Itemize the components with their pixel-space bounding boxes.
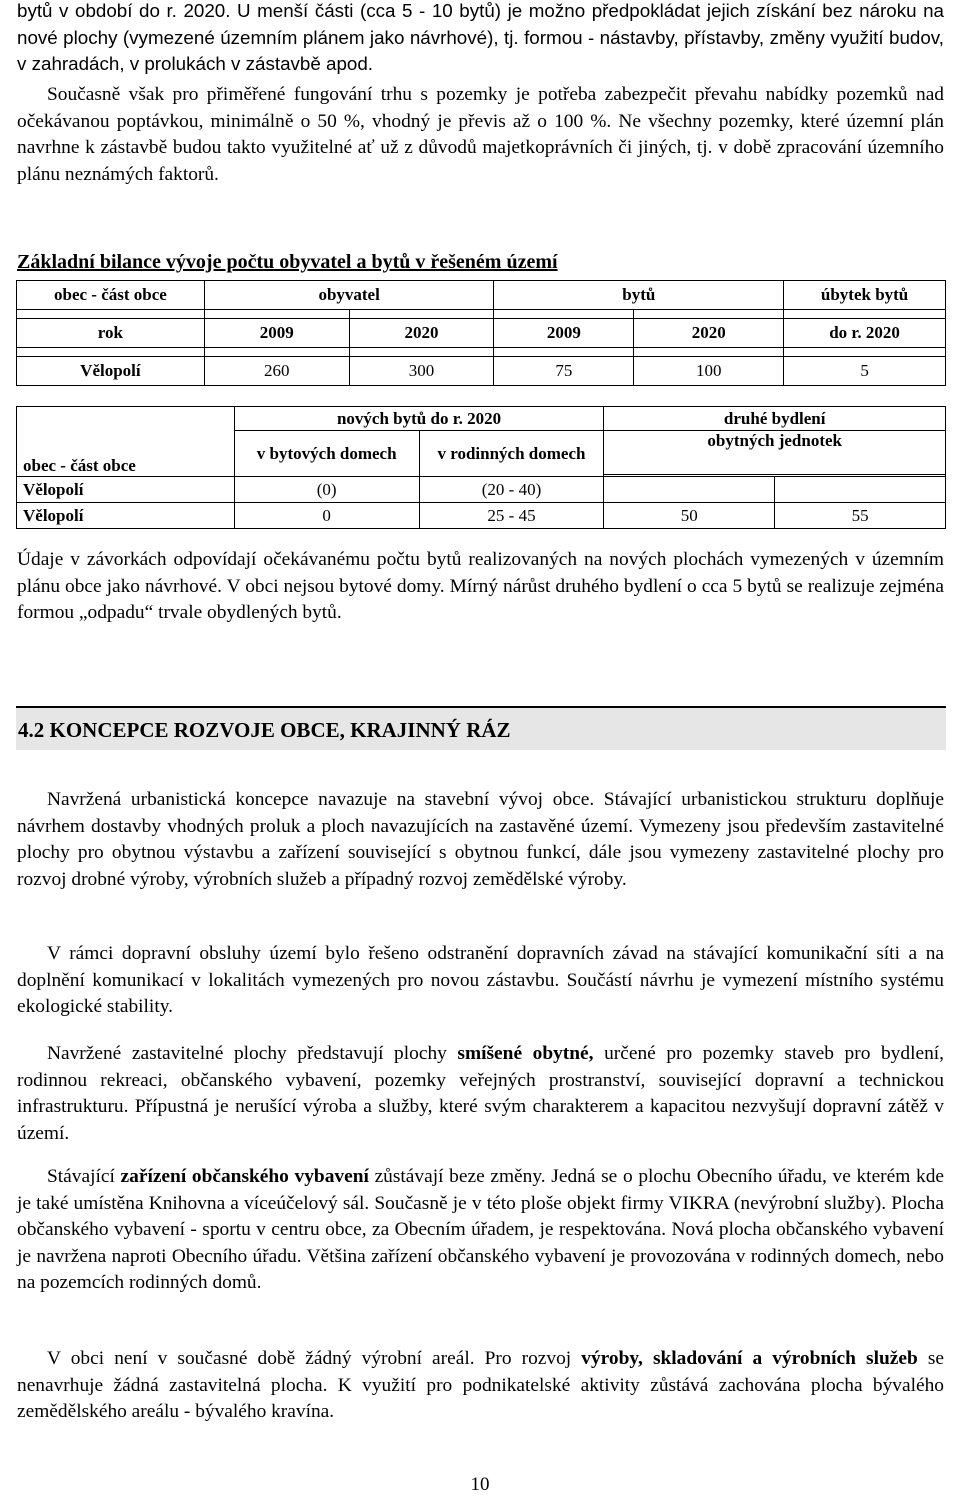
body-paragraph-3a: Navržené zastavitelné plochy představují plochy xyxy=(47,1043,458,1064)
cell: 260 xyxy=(204,357,349,386)
body-paragraph-1-text: Navržená urbanistická koncepce navazuje na stavební vývoj obce. Stávající urbanistickou strukturu doplňuje návrhem dostavby vhodných proluk a ploch navazujících na zastavěné území. Vymezeny jsou především zastavitelné plochy pro obytnou výstavbu a zařízení související s obytnou funkcí, dále jsou vymezeny zastavitelné plochy pro rozvoj drobné výroby, výrobních služeb a případný rozvoj zemědělské výroby. xyxy=(17,789,944,890)
page-number: 10 xyxy=(470,1474,490,1495)
header-bytu: bytů xyxy=(494,281,784,310)
cell: 50 xyxy=(604,503,775,529)
body-paragraph-3c: určené pro pozemky staveb pro bydlení, rodinnou rekreaci, občanského vybavení, pozemky veřejných prostranství, související dopravní a technickou infrastrukturu. Přípustná je nerušící výroba a služby, které svým charakterem a kapacitou nezvyšují dopravní zátěž v území. xyxy=(17,1043,944,1144)
body-paragraph-2 xyxy=(17,941,944,1021)
cell: 300 xyxy=(349,357,494,386)
header-obec-cast: obec - část obce xyxy=(17,407,235,477)
body-paragraph-4-bold: zařízení občanského vybavení xyxy=(120,1166,369,1187)
cell: 100 xyxy=(634,357,784,386)
header-2009a: 2009 xyxy=(204,319,349,348)
body-paragraph-2-text: V rámci dopravní obsluhy území bylo řešeno odstranění dopravních závad na stávající komunikační síti a na doplnění komunikací v lokalitách vymezených pro novou zástavbu. Součástí návrhu je vymezení místního systému ekologické stability. xyxy=(17,943,944,1017)
cell: (0) xyxy=(234,477,419,503)
body-paragraph-4 xyxy=(17,1164,944,1297)
cell: 0 xyxy=(234,503,419,529)
cell xyxy=(775,477,946,503)
body-paragraph-3 xyxy=(17,1041,944,1147)
header-dor2020: do r. 2020 xyxy=(784,319,946,348)
intro-paragraph-1: bytů v období do r. 2020. U menší části (cca 5 - 10 bytů) je možno předpokládat jejich získání bez nároku na nové plochy (vymezené územním plánem jako návrhové), tj. formou - nástavby, přístavby, změny využití budov, v zahradách, v prolukách v zástavbě apod. xyxy=(17,0,944,74)
body-paragraph-1 xyxy=(17,787,944,893)
body-paragraph-5 xyxy=(17,1346,944,1426)
balance-heading: Základní bilance vývoje počtu obyvatel a bytů v řešeném území xyxy=(17,251,558,273)
table-row xyxy=(17,503,946,529)
cell: 25 - 45 xyxy=(419,503,604,529)
table-row xyxy=(17,477,946,503)
cell-obec: Vělopolí xyxy=(17,503,235,529)
header-2020b: 2020 xyxy=(634,319,784,348)
body-paragraph-5a: V obci není v současné době žádný výrobní areál. Pro rozvoj xyxy=(47,1348,582,1369)
cell-obec: Vělopolí xyxy=(17,477,235,503)
header-family-houses: v rodinných domech xyxy=(419,431,604,477)
header-2009b: 2009 xyxy=(494,319,634,348)
header-2020a: 2020 xyxy=(349,319,494,348)
body-paragraph-3-bold: smíšené obytné, xyxy=(457,1043,594,1064)
intro-paragraph-2 xyxy=(17,82,944,188)
balance-table xyxy=(16,280,946,386)
new-flats-table xyxy=(16,406,946,529)
cell: 5 xyxy=(784,357,946,386)
body-paragraph-5-bold: výroby, skladování a výrobních služeb xyxy=(581,1348,918,1369)
header-second-housing: druhé bydlení xyxy=(604,407,946,431)
balance-header-row-2 xyxy=(17,319,946,348)
cell-obec: Vělopolí xyxy=(17,357,205,386)
body-paragraph-5c: se nenavrhuje žádná zastavitelná plocha. K využití pro podnikatelské aktivity zůstává zachována plocha bývalého zemědělského areálu - bývalého kravína. xyxy=(17,1348,944,1422)
section-header xyxy=(16,706,946,750)
header-obec: obec - část obce xyxy=(17,281,205,310)
header-new-flats: nových bytů do r. 2020 xyxy=(234,407,604,431)
table-row xyxy=(17,357,946,386)
cell xyxy=(604,477,775,503)
header-ubytek: úbytek bytů xyxy=(784,281,946,310)
header-obyvatel: obyvatel xyxy=(204,281,494,310)
body-paragraph-4c: zůstávají beze změny. Jedná se o plochu Obecního úřadu, ve kterém kde je také umístěna Knihovna a víceúčelový sál. Současně je v této ploše objekt firmy VIKRA (nevýrobní služby). Plocha občanského vybavení - sportu v centru obce, za Obecním úřadem, je respektována. Nová plocha občanského vybavení je navržena naproti Obecního úřadu. Většina zařízení občanského vybavení je provozována v rodinných domech, nebo na pozemcích rodinných domů. xyxy=(17,1166,944,1293)
balance-header-row-1 xyxy=(17,281,946,310)
body-paragraph-4a: Stávající xyxy=(47,1166,121,1187)
cell: (20 - 40) xyxy=(419,477,604,503)
cell: 55 xyxy=(775,503,946,529)
header-rok: rok xyxy=(17,319,205,348)
header-apartment-houses: v bytových domech xyxy=(234,431,419,477)
note-paragraph: Údaje v závorkách odpovídají očekávanému počtu bytů realizovaných na nových plochách vymezených v územním plánu obce jako návrhové. V obci nejsou bytové domy. Mírný nárůst druhého bydlení o cca 5 bytů se realizuje zejména formou „odpadu“ trvale obydlených bytů. xyxy=(17,549,944,623)
header-units: obytných jednotek xyxy=(604,431,946,475)
section-title: 4.2 KONCEPCE ROZVOJE OBCE, KRAJINNÝ RÁZ xyxy=(18,718,511,742)
intro-paragraph-2-text: Současně však pro přiměřené fungování trhu s pozemky je potřeba zabezpečit převahu nabídky pozemků nad očekávanou poptávkou, minimálně o 50 %, vhodný je převis až o 100 %. Ne všechny pozemky, které územní plán navrhne k zástavbě budou takto využitelné ať už z důvodů majetkoprávních či jiných, tj. v době zpracování územního plánu neznámých faktorů. xyxy=(17,84,944,185)
cell: 75 xyxy=(494,357,634,386)
